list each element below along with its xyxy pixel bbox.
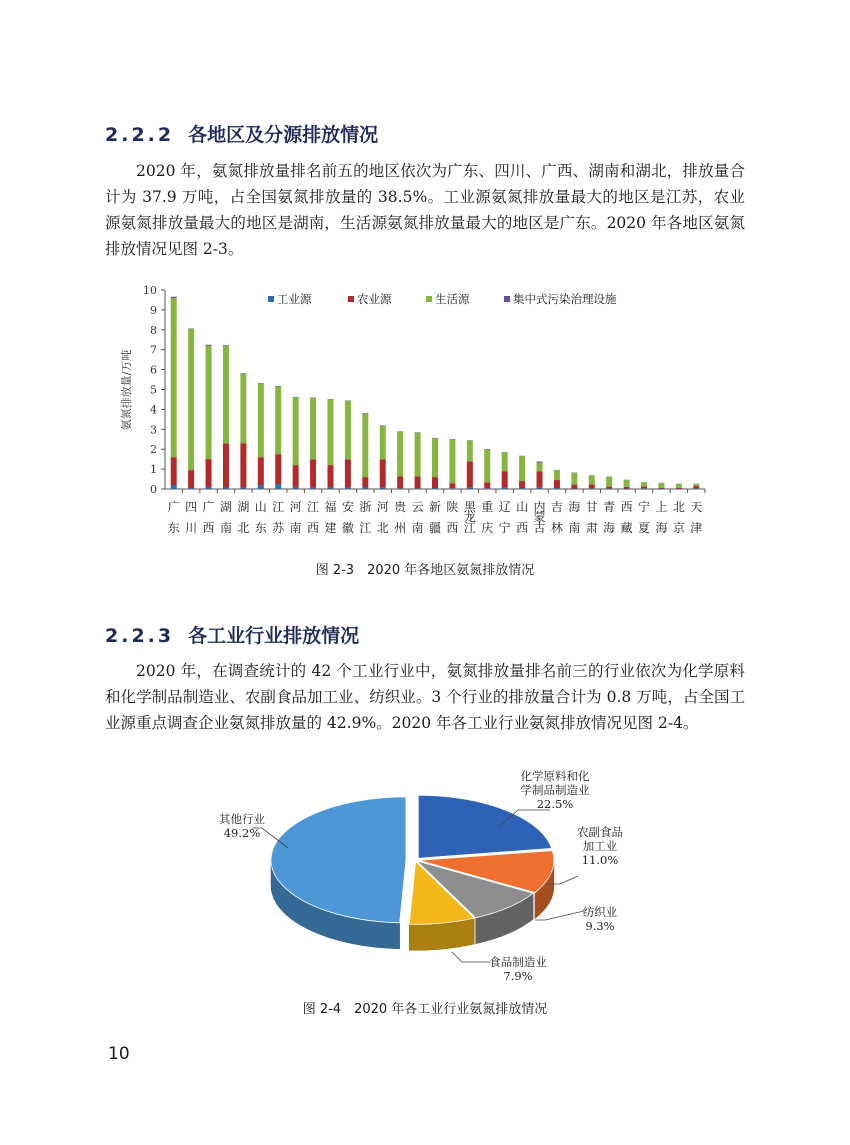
pie-leader-line (535, 911, 584, 920)
bar-segment (362, 487, 368, 489)
bar-segment (693, 486, 699, 488)
x-category-label: 北 (672, 500, 685, 514)
bar-segment (380, 426, 386, 460)
page-number: 10 (108, 1044, 130, 1064)
x-category-label: 青 (603, 500, 616, 514)
bar-segment (676, 484, 682, 488)
bar-segment (258, 384, 264, 458)
x-category-label: 江 (307, 500, 320, 514)
x-category-label: 疆 (428, 521, 442, 535)
bar-segment (275, 484, 281, 489)
section-number: 2.2.3 (105, 625, 175, 647)
y-tick-label: 2 (150, 443, 157, 457)
x-category-label: 广 (202, 500, 215, 514)
x-category-label: 福 (324, 500, 337, 514)
bar-segment (293, 487, 299, 489)
x-category-label: 津 (690, 521, 703, 535)
section-heading-2-2-3 (105, 621, 359, 648)
bar-segment (188, 488, 194, 489)
bar-segment (432, 488, 438, 489)
x-category-label: 南 (289, 521, 302, 535)
x-category-label: 庆 (481, 521, 494, 535)
bar-segment (641, 488, 647, 489)
x-category-label: 宁 (498, 521, 511, 535)
x-category-label: 上 (655, 500, 668, 514)
x-category-label: 肃 (585, 521, 598, 535)
pie-slice-label: 食品制造业 (489, 955, 547, 969)
bar-segment (327, 465, 333, 487)
x-category-label: 湖 (237, 500, 250, 514)
bar-segment (327, 487, 333, 489)
bar-segment (415, 476, 421, 488)
bar-segment (415, 488, 421, 489)
bar-segment (206, 459, 212, 487)
x-category-label: 海 (568, 500, 581, 514)
y-tick-label: 9 (150, 303, 157, 317)
bar-segment (310, 460, 316, 488)
x-category-label: 京 (672, 521, 685, 535)
x-category-label: 安 (341, 500, 354, 514)
section-number: 2.2.2 (105, 124, 175, 146)
x-category-label: 江 (272, 500, 285, 514)
bar-segment (223, 346, 229, 444)
bar-segment (467, 462, 473, 488)
pie-slice-label: 11.0% (581, 853, 619, 867)
bar-segment (345, 460, 351, 488)
x-category-label: 川 (185, 521, 198, 535)
section-paragraph: 2020 年，氨氮排放量排名前五的地区依次为广东、四川、广西、湖南和湖北，排放量合计为 37.9 万吨，占全国氨氮排放量的 38.5%。工业源氨氮排放量最大的地区是江苏，农业源氨氮排放量最大的地区是湖南，生活源氨氮排放量最大的地区是广东。2020 年各地区氨氮排放情况见图 2-3。 (105, 162, 745, 258)
bar-segment (362, 413, 368, 477)
y-tick-label: 7 (150, 343, 157, 357)
bar-segment (554, 480, 560, 488)
bar-segment (554, 470, 560, 480)
x-category-label: 四 (185, 500, 198, 514)
bar-segment (397, 488, 403, 489)
bar-segment (240, 487, 246, 489)
x-category-label: 河 (376, 500, 389, 514)
x-category-label: 西 (202, 521, 215, 535)
legend-label: 集中式污染治理设施 (513, 292, 617, 306)
bar-segment (554, 488, 560, 489)
bar-segment (293, 465, 299, 487)
x-category-label: 北 (376, 521, 389, 535)
bar-segment (537, 471, 543, 487)
pie-slice-label: 学制品制造业 (520, 783, 590, 797)
x-category-label: 徽 (341, 521, 354, 535)
bar-chart-y-axis-label: 氨氮排放量/万吨 (120, 349, 133, 431)
bar-segment (397, 432, 403, 477)
pie-slice-label: 9.3% (585, 919, 615, 933)
bar-segment (571, 485, 577, 489)
legend-swatch (426, 296, 432, 302)
section-heading-2-2-2 (105, 120, 378, 147)
bar-segment (449, 439, 455, 483)
bar-segment (223, 345, 229, 346)
x-category-label: 州 (394, 521, 407, 535)
bar-segment (693, 488, 699, 489)
x-category-label: 龙 (463, 510, 476, 524)
industry-emission-pie-chart (200, 768, 650, 993)
x-category-label: 海 (655, 521, 668, 535)
x-category-label: 江 (359, 521, 372, 535)
x-category-label: 东 (167, 521, 180, 535)
figure-caption-2-4: 图 2-4 2020 年各工业行业氨氮排放情况 (302, 1002, 548, 1017)
bar-segment (484, 449, 490, 482)
y-tick-label: 1 (150, 463, 157, 477)
x-category-label: 东 (254, 521, 267, 535)
bar-segment (432, 438, 438, 477)
pie-slice-label: 其他行业 (219, 812, 265, 826)
bar-segment (345, 487, 351, 489)
bar-segment (415, 433, 421, 477)
legend-swatch (504, 296, 510, 302)
x-category-label: 南 (219, 521, 232, 535)
bar-segment (519, 488, 525, 489)
legend-swatch (268, 296, 274, 302)
bar-segment (658, 483, 664, 488)
bar-segment (641, 486, 647, 488)
bar-segment (484, 482, 490, 488)
figure-caption-2-3: 图 2-3 2020 年各地区氨氮排放情况 (315, 563, 535, 578)
x-category-label: 藏 (620, 521, 633, 535)
y-tick-label: 10 (143, 284, 157, 297)
bar-segment (206, 487, 212, 489)
legend-swatch (348, 296, 354, 302)
bar-segment (345, 401, 351, 460)
bar-segment (467, 487, 473, 489)
x-category-label: 西 (516, 521, 529, 535)
x-category-label: 建 (324, 521, 337, 535)
x-category-label: 宁 (638, 500, 651, 514)
bar-segment (484, 488, 490, 489)
bar-segment (380, 460, 386, 488)
bar-segment (223, 487, 229, 489)
bar-segment (606, 477, 612, 487)
legend-label: 生活源 (435, 292, 470, 306)
x-category-label: 浙 (359, 500, 372, 514)
bar-chart-category-labels (168, 499, 703, 535)
bar-segment (206, 346, 212, 459)
x-category-label: 湖 (219, 500, 232, 514)
y-tick-label: 0 (150, 483, 157, 496)
x-category-label: 蒙 (533, 510, 546, 524)
bar-segment (449, 483, 455, 488)
bar-segment (310, 398, 316, 460)
bar-segment (275, 454, 281, 484)
x-category-label: 江 (463, 521, 476, 535)
pie-slice-label: 农副食品 (577, 825, 623, 839)
x-category-label: 重 (481, 500, 494, 514)
pie-slice (418, 795, 551, 858)
x-category-label: 西 (446, 521, 459, 535)
x-category-label: 贵 (394, 500, 407, 514)
bar-segment (240, 374, 246, 444)
bar-segment (537, 462, 543, 463)
x-category-label: 河 (289, 500, 302, 514)
bar-segment (537, 487, 543, 489)
section-title: 各地区及分源排放情况 (188, 124, 379, 146)
bar-segment (206, 345, 212, 346)
x-category-label: 苏 (272, 521, 285, 535)
bar-segment (397, 476, 403, 488)
pie-slice-label: 纺织业 (582, 905, 618, 919)
pie-slice-label: 7.9% (503, 969, 533, 983)
bar-segment (275, 387, 281, 455)
bar-segment (519, 456, 525, 481)
bar-segment (571, 473, 577, 485)
bar-segment (293, 397, 299, 465)
bar-segment (240, 443, 246, 487)
bar-segment (658, 488, 664, 489)
bar-chart-legend (268, 292, 617, 306)
x-category-label: 新 (428, 500, 442, 514)
bar-segment (171, 298, 177, 457)
x-category-label: 云 (411, 500, 424, 514)
x-category-label: 天 (690, 500, 703, 514)
bar-segment (188, 329, 194, 470)
pie-slice-label: 化学原料和化 (520, 769, 590, 783)
bar-segment (589, 488, 595, 489)
bar-segment (432, 477, 438, 488)
x-category-label: 甘 (585, 500, 598, 514)
x-category-label: 北 (237, 521, 250, 535)
pie-leader-line (452, 952, 490, 962)
bar-segment (171, 457, 177, 485)
bar-segment (310, 487, 316, 489)
y-tick-label: 3 (150, 423, 157, 437)
x-category-label: 林 (550, 521, 563, 535)
section-title: 各工业行业排放情况 (188, 625, 360, 647)
x-category-label: 山 (254, 500, 267, 514)
bar-segment (502, 487, 508, 489)
x-category-label: 南 (411, 521, 424, 535)
x-category-label: 辽 (498, 500, 511, 514)
regional-emission-bar-chart (100, 280, 720, 545)
x-category-label: 古 (533, 521, 546, 535)
bar-segment (223, 443, 229, 487)
bar-segment (449, 488, 455, 489)
bar-segment (676, 488, 682, 489)
bar-segment (589, 475, 595, 484)
bar-segment (624, 487, 630, 489)
x-category-label: 广 (167, 500, 180, 514)
bar-segment (327, 399, 333, 465)
y-tick-label: 4 (150, 403, 157, 417)
pie-slice-label: 22.5% (536, 797, 574, 811)
y-tick-label: 8 (150, 323, 157, 337)
x-category-label: 夏 (638, 521, 651, 535)
bar-segment (171, 485, 177, 489)
pie-slice-label: 49.2% (223, 826, 261, 840)
bar-segment (537, 463, 543, 472)
bar-segment (624, 480, 630, 487)
x-category-label: 海 (603, 521, 616, 535)
x-category-label: 西 (620, 500, 633, 514)
bar-segment (467, 441, 473, 462)
bar-segment (188, 470, 194, 488)
x-category-label: 陕 (446, 500, 459, 514)
pie-chart-slices (271, 795, 554, 950)
legend-label: 农业源 (357, 292, 392, 306)
bar-segment (171, 297, 177, 298)
bar-segment (502, 453, 508, 472)
bar-segment (380, 487, 386, 489)
x-category-label: 黑 (463, 500, 476, 514)
bar-segment (589, 484, 595, 488)
x-category-label: 南 (568, 521, 581, 535)
bar-segment (641, 482, 647, 486)
y-tick-label: 5 (150, 383, 157, 397)
x-category-label: 吉 (550, 500, 563, 514)
bar-segment (502, 471, 508, 487)
bar-segment (258, 485, 264, 489)
x-category-label: 西 (307, 521, 320, 535)
bar-segment (519, 481, 525, 488)
x-category-label: 山 (516, 500, 529, 514)
legend-label: 工业源 (277, 292, 312, 306)
pie-slice-label: 加工业 (582, 839, 618, 853)
bar-segment (606, 487, 612, 489)
bar-segment (693, 484, 699, 486)
x-category-label: 内 (533, 500, 546, 514)
bar-segment (362, 477, 368, 487)
y-tick-label: 6 (150, 363, 157, 377)
section-paragraph: 2020 年，在调查统计的 42 个工业行业中，氨氮排放量排名前三的行业依次为化学原料和化学制品制造业、农副食品加工业、纺织业。3 个行业的排放量合计为 0.8 万吨，占全国工业源重点调查企业氨氮排放量的 42.9%。2020 年各工业行业氨氮排放情况见图 2-4。 (105, 662, 745, 732)
bar-chart-bars (171, 297, 700, 489)
bar-segment (258, 457, 264, 485)
